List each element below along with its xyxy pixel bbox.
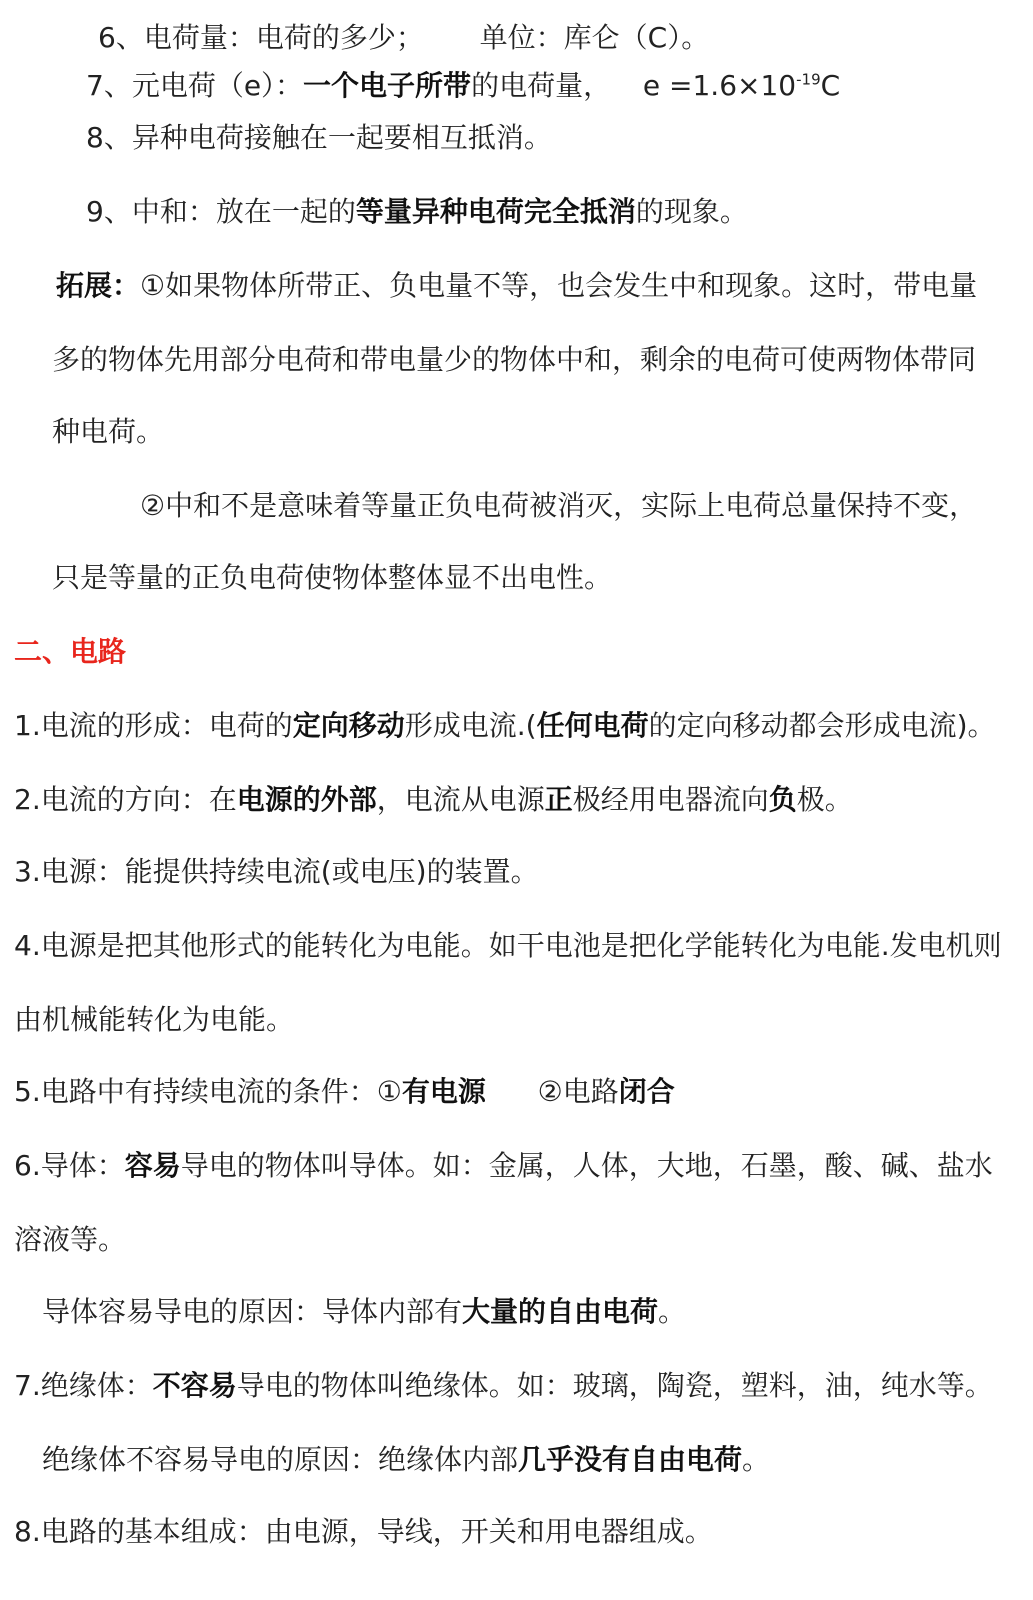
item-9-bold: 等量异种电荷完全抵消	[355, 195, 636, 228]
extension-line-5	[52, 558, 612, 598]
item-9-suffix: 的现象。	[635, 195, 748, 228]
item-9-prefix: 9、中和：放在一起的	[86, 195, 356, 228]
circuit-item-4-text-1: 4.电源是把其他形式的能转化为电能。如干电池是把化学能转化为电能.发电机则	[14, 929, 1002, 962]
circuit-item-2-a: 2.电流的方向：在	[14, 783, 237, 816]
circuit-item-6-text-2: 溶液等。	[14, 1223, 127, 1256]
circuit-item-5-a: 5.电路中有持续电流的条件：①	[14, 1075, 402, 1108]
item-9-neutralization	[86, 192, 748, 232]
circuit-item-5-d: 闭合	[618, 1075, 675, 1108]
circuit-item-2-b: 电源的外部	[236, 783, 377, 816]
extension-line-2	[52, 340, 976, 380]
extension-label: 拓展：	[56, 269, 141, 302]
extension-text-4: ②中和不是意味着等量正负电荷被消灭，实际上电荷总量保持不变，	[140, 489, 978, 522]
circuit-item-8-text: 8.电路的基本组成：由电源，导线，开关和用电器组成。	[14, 1515, 713, 1548]
circuit-item-7-c: 导电的物体叫绝缘体。如：玻璃，陶瓷，塑料，油，纯水等。	[236, 1369, 993, 1402]
circuit-item-1-c: 形成电流.(	[404, 709, 537, 742]
circuit-item-2-e: 极经用电器流向	[572, 783, 769, 816]
item-6-charge-quantity	[98, 18, 709, 58]
extension-line-1	[56, 266, 977, 306]
item-7-formula-exponent: -19	[796, 70, 821, 89]
extension-text-2: 多的物体先用部分电荷和带电量少的物体中和，剩余的电荷可使两物体带同	[52, 343, 977, 376]
circuit-item-7-b: 不容易	[152, 1369, 237, 1402]
item-8-cancel	[86, 118, 552, 158]
circuit-item-5-c: ②电路	[537, 1075, 619, 1108]
circuit-item-1-e: 的定向移动都会形成电流)。	[648, 709, 996, 742]
circuit-item-4-text-2: 由机械能转化为电能。	[14, 1003, 295, 1036]
circuit-item-1-b: 定向移动	[292, 709, 405, 742]
item-7-rest: 的电荷量，	[471, 69, 612, 102]
item-7-bold: 一个电子所带	[303, 69, 472, 102]
circuit-item-2-f: 负	[768, 783, 797, 816]
circuit-item-6-c: 导电的物体叫导体。如：金属，人体，大地，石墨，酸、碱、盐水	[180, 1149, 993, 1182]
circuit-item-3	[14, 852, 539, 892]
circuit-item-8	[14, 1512, 713, 1552]
circuit-item-4-line-2	[14, 1000, 294, 1040]
circuit-item-6-line-2	[14, 1220, 126, 1260]
conductor-reason	[42, 1292, 686, 1332]
item-7-formula-base: e =1.6×10	[642, 69, 797, 102]
conductor-reason-b: 大量的自由电荷	[462, 1295, 659, 1328]
circuit-item-7-a: 7.绝缘体：	[14, 1369, 153, 1402]
conductor-reason-a: 导体容易导电的原因：导体内部有	[42, 1295, 463, 1328]
circuit-item-6-line-1	[14, 1146, 993, 1186]
section-heading-circuit	[14, 632, 126, 672]
item-6-unit: 单位：库仑（C）。	[479, 21, 710, 54]
circuit-item-1-d: 任何电荷	[536, 709, 649, 742]
conductor-reason-c: 。	[658, 1295, 687, 1328]
circuit-item-5-b: 有电源	[401, 1075, 486, 1108]
circuit-item-2	[14, 780, 853, 820]
circuit-item-4-line-1	[14, 926, 1002, 966]
circuit-item-1-a: 1.电流的形成：电荷的	[14, 709, 293, 742]
item-8-text: 8、异种电荷接触在一起要相互抵消。	[86, 121, 552, 154]
insulator-reason-c: 。	[742, 1443, 771, 1476]
circuit-item-7	[14, 1366, 993, 1406]
circuit-item-3-text: 3.电源：能提供持续电流(或电压)的装置。	[14, 855, 539, 888]
item-7-formula-unit: C	[820, 69, 841, 102]
circuit-item-2-g: 极。	[796, 783, 853, 816]
circuit-item-6-b: 容易	[124, 1149, 181, 1182]
circuit-item-1	[14, 706, 996, 746]
extension-text-5: 只是等量的正负电荷使物体整体显不出电性。	[52, 561, 613, 594]
circuit-item-2-c: ，电流从电源	[376, 783, 545, 816]
insulator-reason-a: 绝缘体不容易导电的原因：绝缘体内部	[42, 1443, 519, 1476]
section-heading-text: 二、电路	[14, 635, 127, 668]
extension-text-1: ①如果物体所带正、负电量不等，也会发生中和现象。这时，带电量	[140, 269, 978, 302]
extension-line-4	[140, 486, 977, 526]
item-6-text: 6、电荷量：电荷的多少；	[98, 21, 424, 54]
extension-text-3: 种电荷。	[52, 415, 165, 448]
item-7-elementary-charge	[86, 66, 840, 106]
circuit-item-6-a: 6.导体：	[14, 1149, 125, 1182]
insulator-reason-b: 几乎没有自由电荷	[518, 1443, 743, 1476]
item-7-prefix: 7、元电荷（e）：	[86, 69, 304, 102]
insulator-reason	[42, 1440, 770, 1480]
circuit-item-5	[14, 1072, 675, 1112]
extension-line-3	[52, 412, 164, 452]
circuit-item-2-d: 正	[544, 783, 573, 816]
